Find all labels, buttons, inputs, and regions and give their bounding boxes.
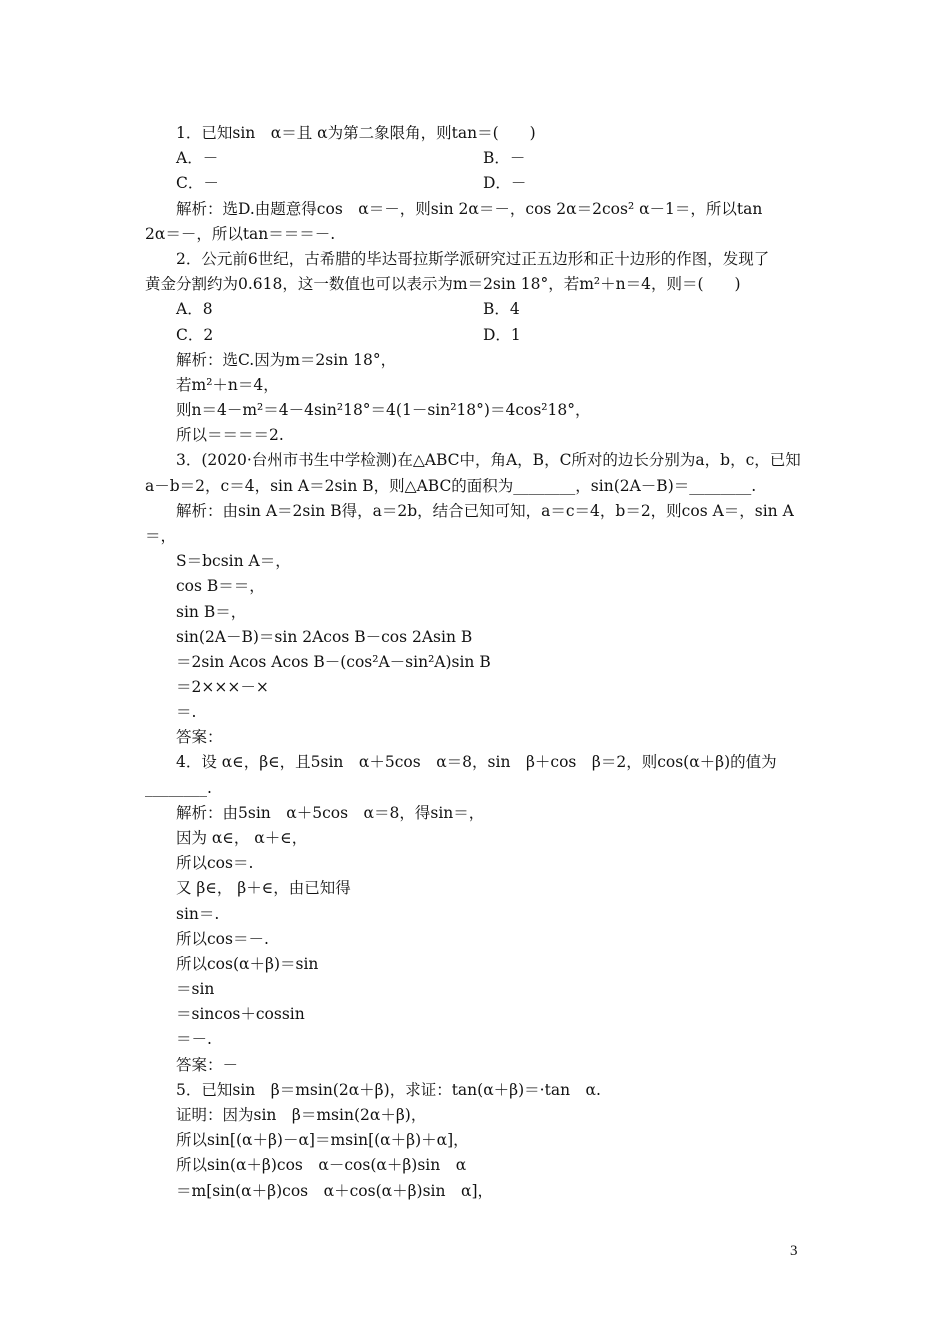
q5-proof-line: 证明：因为sin β＝msin(2α＋β)，: [176, 1106, 427, 1124]
q3-stem: a－b＝2，c＝4，sin A＝2sin B，则△ABC的面积为________，sin(2A－B)＝________.: [145, 477, 757, 495]
q2-option-b: B．4: [483, 300, 520, 318]
q2-stem: 黄金分割约为0.618，这一数值也可以表示为m＝2sin 18°，若m²＋n＝4，则＝( ): [145, 275, 741, 293]
q5-proof-line: ＝m[sin(α＋β)cos α＋cos(α＋β)sin α]，: [176, 1182, 493, 1200]
q3-solution-line: sin(2A－B)＝sin 2Acos B－cos 2Asin B: [176, 628, 473, 646]
q4-stem: ________.: [145, 779, 212, 797]
q4-solution-line: 所以cos＝－.: [176, 930, 269, 948]
q3-solution-line: sin B＝，: [176, 603, 247, 621]
q4-solution-line: 所以cos＝.: [176, 854, 254, 872]
q2-solution-line: 所以＝＝＝＝2.: [176, 426, 284, 444]
q1-option-c: C．－: [176, 174, 219, 192]
q2-stem: 2．公元前6世纪，古希腊的毕达哥拉斯学派研究过正五边形和正十边形的作图，发现了: [176, 250, 770, 268]
q4-answer: 答案：－: [176, 1056, 239, 1074]
q2-option-a: A．8: [176, 300, 213, 318]
q1-option-d: D．－: [483, 174, 527, 192]
q1-solution-line: 解析：选D.由题意得cos α＝－，则sin 2α＝－，cos 2α＝2cos² α－1＝，所以tan: [176, 200, 763, 218]
q2-option-c: C．2: [176, 326, 214, 344]
q4-stem: 4．设 α∈，β∈，且5sin α＋5cos α＝8，sin β＋cos β＝2，则cos(α＋β)的值为: [176, 753, 777, 771]
q3-solution-line: S＝bcsin A＝，: [176, 552, 291, 570]
q3-stem: 3．(2020·台州市书生中学检测)在△ABC中，角A，B，C所对的边长分别为a，b，c，已知: [176, 451, 801, 469]
q4-solution-line: 又 β∈， β＋∈，由已知得: [176, 879, 351, 897]
q1-stem: 1．已知sin α＝且 α为第二象限角，则tan＝( ): [176, 124, 536, 142]
q2-solution-line: 若m²＋n＝4，: [176, 376, 279, 394]
q3-solution-line: ＝.: [176, 703, 197, 721]
q4-solution-line: 所以cos(α＋β)＝sin: [176, 955, 319, 973]
q2-solution-line: 解析：选C.因为m＝2sin 18°，: [176, 351, 397, 369]
q3-solution-line: cos B＝＝，: [176, 577, 265, 595]
q3-solution-line: 解析：由sin A＝2sin B得，a＝2b，结合已知可知，a＝c＝4，b＝2，则cos A＝，sin A: [176, 502, 794, 520]
q2-option-d: D．1: [483, 326, 521, 344]
q3-solution-line: ＝2×××－×: [176, 678, 269, 696]
q2-solution-line: 则n＝4－m²＝4－4sin²18°＝4(1－sin²18°)＝4cos²18°，: [176, 401, 591, 419]
q3-answer: 答案：: [176, 728, 223, 746]
q1-option-b: B．－: [483, 149, 526, 167]
q4-solution-line: 因为 α∈， α＋∈，: [176, 829, 308, 847]
q5-proof-line: 所以sin(α＋β)cos α－cos(α＋β)sin α: [176, 1156, 467, 1174]
q4-solution-line: ＝sincos＋cossin: [176, 1005, 305, 1023]
q3-solution-line: ＝2sin Acos Acos B－(cos²A－sin²A)sin B: [176, 653, 491, 671]
q1-solution-line: 2α＝－，所以tan＝＝＝－.: [145, 225, 336, 243]
q3-solution-line: ＝，: [145, 527, 177, 545]
q4-solution-line: sin＝.: [176, 905, 220, 923]
q4-solution-line: 解析：由5sin α＋5cos α＝8，得sin＝，: [176, 804, 485, 822]
q4-solution-line: ＝sin: [176, 980, 215, 998]
q1-option-a: A．－: [176, 149, 219, 167]
q4-solution-line: ＝－.: [176, 1030, 212, 1048]
q5-proof-line: 所以sin[(α＋β)－α]＝msin[(α＋β)＋α]，: [176, 1131, 469, 1149]
q5-stem: 5．已知sin β＝msin(2α＋β)，求证：tan(α＋β)＝·tan α.: [176, 1081, 601, 1099]
page-number: 3: [790, 1243, 798, 1259]
